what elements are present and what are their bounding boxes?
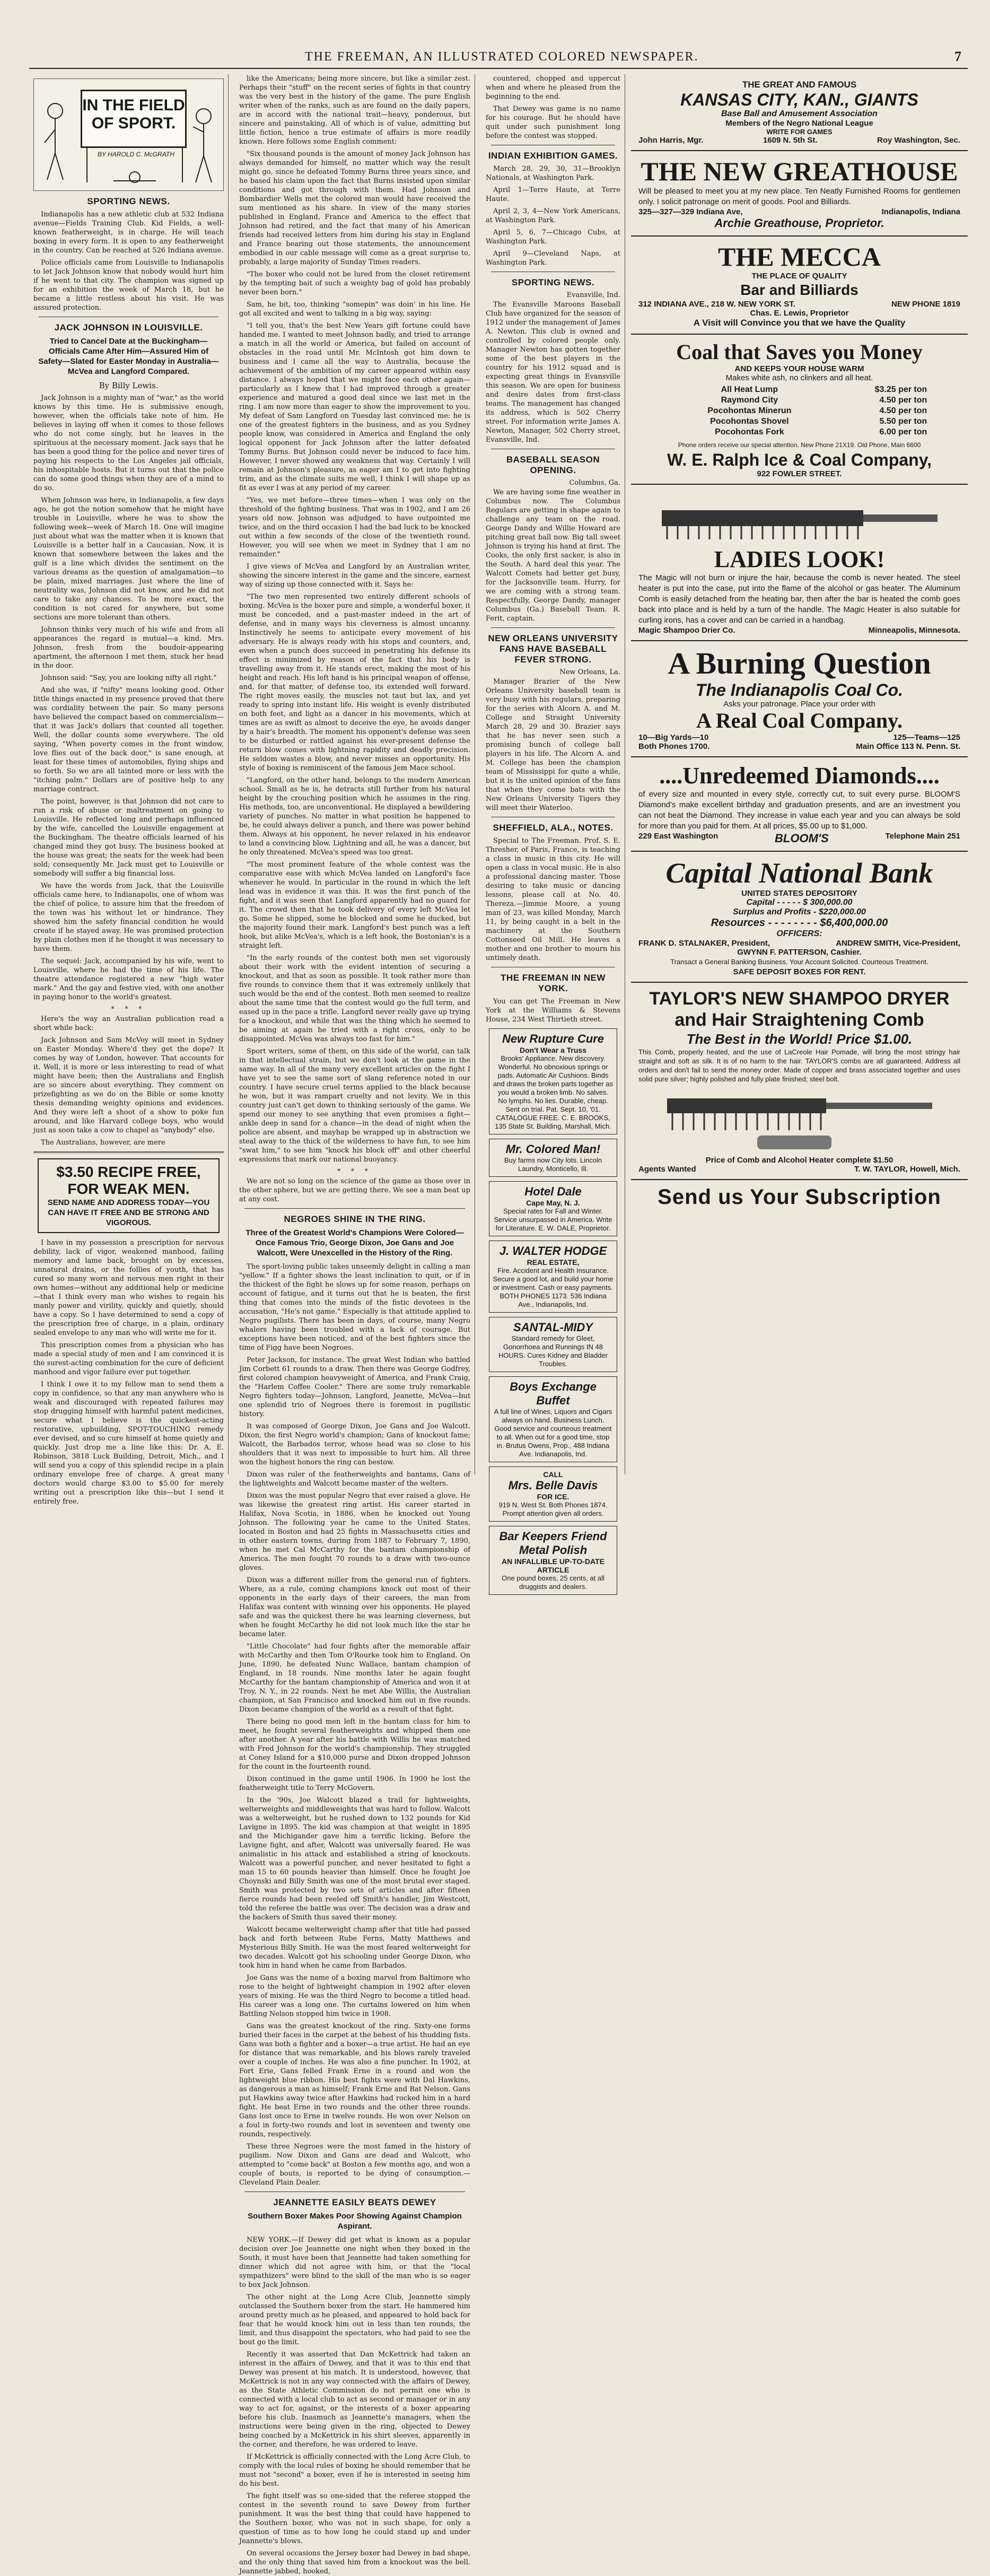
paragraph: I have in my possession a prescription for nervous debility, lack of vigor, weakened manhood, failing memory and lame back, brought on by excesses, unnatural drains, or the follies of youth, that has cured so many worn and nervous men right in their own homes—without any additional help or medicine—that I think every man who wishes to regain his manly power and virility, quickly and quietly, should have a copy. So I have determined to send a copy of the prescription free of charge, in a plain, ordinary sealed envelope to any man who will write me for it. (33, 1239, 224, 1337)
mecca-sub-2: Bar and Billiards (740, 282, 858, 298)
headline-negroes-shine: NEGROES SHINE IN THE RING. (284, 1214, 426, 1224)
paragraph: There being no good men left in the bantam class for him to meet, he fought several featherweights and whipped them one after another. A year after his battle with Willis he was matched with Fred Johnson for the world's championship. They struggled at Coney Island for a $10,000 purse and Dixon dropped Johnson for the count in the fourteenth round. (239, 1718, 470, 1771)
paragraph: We have the words from Jack, that the Louisville officials came here, to Indianapolis, one of whom was the chief of police, to assure him that the freedom of the town was his without let or hindrance. They showed him the safety financial condition he would create if he stayed away. He was promised protection by plain clothes men if he thought it was necessary to have them. (33, 882, 224, 953)
ad-coal-saves (631, 335, 968, 485)
table-row (671, 427, 928, 438)
ad-bk-headline: Bar Keepers Friend Metal Polish (499, 1530, 607, 1557)
mecca-tagline: A Visit will Convince you that we have the Quality (693, 318, 906, 328)
paragraph: "The most prominent feature of the whole contest was the comparative ease with which McVea landed on Langford's face whenever he would. In particular in the round in which the left lead was in evidence it was this. It was the first punch of the fight, and it was seen that Langford apparently had no guard for it. The crowd then that he took delivery of every left McVea let go. Some he slipped, some he blocked and some he ducked, but the majority found their mark. Langford's best punch was a left hook, but alike McVea's, which is a left hook, the Bostonian's is a straight left. (239, 861, 470, 950)
paragraph: "Yes, we met before—three times—when I was only on the threshold of the fighting business. That was in 1902, and I am 26 years old now. Johnson was adjudged to have outpointed me twice, and on the third occasion I had the bad luck to be knocked out within a few seconds of the close of the twentieth round. However, you will see when we meet in Sydney that I am no remainder." (239, 496, 470, 558)
burning-headline: A Burning Question (668, 646, 931, 680)
giants-contact-row (638, 136, 960, 145)
bloom-body: of every size and mounted in every style, correctly cut, to suit every purse. BLOOM'S Diamond's make excellent birthday and graduation presents, and are an investment you can not beat the Diamond. They increase in value each year and you can always be sold for more than you paid for them. At all prices, $5.00 up to $1,000. (638, 790, 960, 831)
rate-name: Raymond City (721, 396, 778, 405)
paragraph: The fight itself was so one-sided that the referee stopped the contest in the seventh round to save Dewey from further punishment. It was the best thing that could have happened to the Southern boxer, who was not in such shape, for only a question of time as to how long he could stand up and under Jeannette's blows. (239, 2492, 470, 2545)
ad-hotel-sub: Cape May, N. J. (526, 1199, 580, 1207)
paragraph: It was composed of George Dixon, Joe Gans and Joe Walcott. Dixon, the first Negro world's champion; Gans of knockout fame; Walcott, the Barbados terror, whose head was so close to his shoulders that it was next to impossible to hurt him. All three won the highest honors the ring can bestow. (239, 1422, 470, 1466)
taylor-agents: Agents Wanted (638, 1165, 696, 1174)
ad-hotel-body: Special rates for Fall and Winter. Service unsurpassed in America. Write for Literature. E. W. DALE, Proprietor. (494, 1207, 612, 1232)
ad-colored-body: Buy farms now City lots. Lincoln Laundry, Monticello, Ill. (504, 1156, 602, 1173)
bloom-address: 229 East Washington (638, 832, 719, 841)
magic-headline: LADIES LOOK! (714, 546, 885, 572)
paragraph: "I tell you, that's the best New Years gift fortune could have handed me. I wanted to meet Johnson badly, and tried to arrange a match in all the world or America, but failed on account of obstacles in the road until Mr. McIntosh got him down to business and I came all the way to Australia, because the achievement of the ambition of my career appeared within easy distance. I always hoped that we might face each other again—particularly as I knew that I had improved through a greater experience and matured a good deal since we last met in the ring. I am now more than eager to show the improvement to you. My defeat of Sam Langford on Tuesday last convinced me: he is one of the greatest fighters in the business, and as you Sydney people know, was considered in America and England the only logical opponent for Jack Johnson after the latter defeated Tommy Burns. But Johnson could never be induced to face him. However, I never showed any weakness that way. Certainly I will remain at Johnson's pleasure, as eager am I to get into fighting trim, and as the climate suits me well, I think I will shape up as fit as ever I was at any period of my career. (239, 322, 470, 492)
ad-santal-body: Standard remedy for Gleet, Gonorrhoea and Runnings IN 48 HOURS. Cures Kidney and Bladder Troubles. (498, 1334, 608, 1368)
burning-headline-2: A Real Coal Company. (696, 709, 903, 732)
paragraph: Johnson said: "Say, you are looking nifty all right." (41, 674, 217, 682)
ad-davis-body: 919 N. West St. Both Phones 1874. Prompt attention given all orders. (498, 1501, 608, 1517)
paragraph: like the Americans; being more sincere, but like a similar zest. Perhaps their "stuff" on the recent series of fights in that country was the very best in the history of the game. The pure English writer when of the ranks, such as are found on the daily papers, are in accord with the national trait—heavy, ponderous, but sincere and painstaking. All of which is of value, admitting but little fiction, hence a true estimate of affairs is more readily known. Here follows some English comment: (239, 75, 470, 146)
paragraph: We are having some fine weather in Columbus now. The Columbus Regulars are getting in shape again to challenge any team on the road. George Dandy and Willie Howard are pitching great ball now. Big tall sweet Johnson is trying his hand at first. The Cooks, the only first sacker, is also in the South. A hard deal this year. The Walcott Comets had better get busy, for the Jacksonville team. Hurry, for we are coming with a strong team. Respectfully, George Dandy, manager Columbus (Ga.) Baseball Team. R. Ferit, captain. (486, 488, 620, 623)
bank-officers-label: OFFICERS: (776, 929, 822, 938)
list-item: March 28, 29, 30, 31—Brooklyn Nationals, at Washington Park. (486, 165, 620, 182)
coal-rates-table (671, 385, 928, 438)
ad-davis-for-ice: FOR ICE. (537, 1492, 570, 1501)
ad-taylor-dryer (631, 983, 968, 1180)
greathouse-headline: THE NEW GREATHOUSE (641, 156, 958, 186)
section-stars: * * * (111, 1005, 146, 1012)
divider (491, 627, 615, 628)
coal-company: W. E. Ralph Ice & Coal Company, (667, 450, 932, 469)
giants-manager: John Harris, Mgr. (638, 136, 704, 145)
rate-name: Pocohontas Shovel (710, 417, 789, 426)
paragraph: Police officials came from Louisville to Indianapolis to let Jack Johnson know that nobody would hurt him if he went to that city. The champion was signed up for an exhibition the week of March 18, but he became a little restless about his visit. He was assured protection. (33, 259, 224, 312)
mecca-phone: NEW PHONE 1819 (891, 300, 960, 309)
coal-address: 922 FOWLER STREET. (757, 469, 842, 478)
headline-johnson-louisville: JACK JOHNSON IN LOUISVILLE. (54, 322, 203, 333)
paragraph: Gans was the greatest knockout of the ring. Sixty-one forms buried their faces in the carpet at the behest of his thudding fists. Gans was both a fighter and a boxer—a true artist. He had an eye for distance that was remarkable, and his blows rarely traveled over a couple of inches. He was also a fine puncher. In 1902, at Fort Erie, Gans felled Frank Erne in a round and won the lightweight blue ribbon. His best fights were with Dal Hawkins, as dangerous a man as himself; Frank Erne and Bat Nelson. Gans put Hawkins away twice after Hawkins had rocked him in a hard fight. He beat Erne in two rounds and the other three rounds. Gans lost once to Erne in twelve rounds. He won over Nelson on a foul in forty-two rounds and lost in seventeen and twenty one rounds, respectively. (239, 2022, 470, 2138)
magic-company: Magic Shampoo Drier Co. (638, 626, 735, 635)
ad-burning-question (631, 641, 968, 757)
bank-officers-row (638, 939, 960, 948)
deck-johnson: Tried to Cancel Date at the Buckingham—Officials Came After Him—Assured Him of Safety—Slated for Easter Monday in Australia—McVea and Langford Compared. (38, 337, 219, 376)
ad-recipe-sub: SEND NAME AND ADDRESS TODAY—YOU CAN HAVE IT FREE AND BE STRONG AND VIGOROUS. (47, 1198, 210, 1227)
paragraph: Indianapolis has a new athletic club at 532 Indiana avenue—Fields Training Club. Kid Fields, a well-known featherweight, is in charge. He will teach boxing in every form. It is open to any featherweight in the country. Can be reached at 526 Indiana avenue. (33, 211, 224, 255)
rate-price: 5.50 per ton (879, 417, 927, 426)
bank-body: Transact a General Banking Business. Your Account Solicited. Courteous Treatment. (670, 958, 928, 966)
masthead (29, 47, 968, 69)
ad-hodge (489, 1241, 617, 1313)
paragraph: Manager Brazier of the New Orleans University baseball team is very busy with his regulars, preparing for the series with Alcorn A. and M. College and Straight University March 28, 29 and 30. Brazier says that he has never seen such a promising bunch of college ball players in his life. The Alcorn A. and M. College has been the champion team of Mississippi for quite a while, but it is the united opinion of the fans that when they come bats with the New Orleans University Tigers they will meet their Waterloo. (486, 678, 620, 812)
headline-new-orleans: NEW ORLEANS UNIVERSITY FANS HAVE BASEBALL FEVER STRONG. (488, 633, 618, 665)
paragraph: Jack Johnson is a mighty man of "war," as the world knows by this time. He is submissive enough, however, when the officials take note of him. He believes in laying off when it comes to those fellows who do not come singly, but he leaves in the spirituous at the necessary moment. Jack says that he has been a good thing for the police and never tires of paying his respects to the Los Angeles jail officials, his inhospitable hosts. But it turns out that the police can do some good things when they are of a mind to do so. (33, 394, 224, 492)
ad-belle-davis (489, 1466, 617, 1522)
section-stars: * * * (337, 1167, 372, 1175)
ad-bk-body: One pound boxes, 25 cents, at all druggists and dealers. (502, 1574, 604, 1591)
magic-city: Minneapolis, Minnesota. (868, 626, 960, 635)
ad-hotel-dale (489, 1181, 617, 1236)
paragraph: The other night at the Long Acre Club, Jeannette simply outclassed the Southern boxer from the start. He hammered him around pretty much as he pleased, and appeared to hold back for fear that he would knock him out in less than ten rounds, the limit, and thus disappoint the spectators, who had paid to see the bout go the limit. (239, 2293, 470, 2346)
rate-price: $3.25 per ton (874, 385, 927, 394)
giants-line-2: KANSAS CITY, KAN., GIANTS (680, 90, 918, 109)
magic-body: The Magic will not burn or injure the hair, because the comb is never heated. The steel heater is put into the case, put into the flame of the alcohol or gas heater. The Aluminum Comb is easily detached from the heating bar, then after the bar is heated the comb goes back into place and is held by a turn of the handle. The Magic Heater is also suitable for curling irons, has a cover and can be carried in a handbag. (638, 573, 960, 625)
taylor-address: T. W. TAYLOR, Howell, Mich. (854, 1165, 960, 1174)
ad-bk-sub: AN INFALLIBLE UP-TO-DATE ARTICLE (502, 1557, 604, 1574)
byline: By Billy Lewis. (99, 381, 159, 390)
ad-bar-keepers (489, 1526, 617, 1595)
bank-surplus: Surplus and Profits - $220,000.00 (733, 907, 866, 916)
list-item: April 5, 6, 7—Chicago Cubs, at Washington Park. (486, 229, 620, 246)
subscribe-banner: Send us Your Subscription (658, 1185, 941, 1209)
divider (244, 1208, 465, 1209)
paragraph: These three Negroes were the most famed in the history of pugilism. Now Dixon and Gans are dead and Walcott, who attempted to "come back" at Boston a few months ago, and won a couple of bouts, is reported to be dying of consumption.—Cleveland Plain Dealer. (239, 2143, 470, 2187)
bank-headline: Capital National Bank (665, 857, 933, 889)
paragraph: Sport writers, some of them, on this side of the world, can talk in that intellectual strain, but we don't look at the game in the same way. In all of the many very excellent articles on the fight I have yet to see the same sort of slang reference noted in our country. I have secure cruel terms applied to the black because he won, but it was rampart cruelty and not levity. We in this country just can't get down to thinking seriously of the game. We spend our money to see anything that even promises a fight—ankle deep in sand for a chance—in the dead of night when the police are absent, and mayhap be wrapped up in abstraction we steal away to the thick of the wilderness to have fun, to see him "swat him," to see him "knock his block off" and other cheerful expressions that mark our national buoyancy. (239, 1047, 470, 1164)
cartoon-sign: IN THE FIELD OF SPORT. (81, 90, 187, 148)
burning-sub-2: Asks your patronage. Place your order with (723, 700, 875, 709)
list-item: April 1—Terre Haute, at Terre Haute. (486, 186, 620, 203)
paragraph: We are not so long on the science of the game as those over in the other sphere, but we are getting there. We see a man beat up at any cost. (239, 1177, 470, 1203)
ad-recipe-headline: $3.50 RECIPE FREE, FOR WEAK MEN. (56, 1164, 201, 1197)
column-2 (235, 74, 475, 2575)
paragraph: The sport-loving public takes unseemly delight in calling a man "yellow." If a fighter shows the least inclination to quit, or if in the thickest of the fight he slows up for some reason, perhaps on account of fatigue, and it turns out that he is beaten, the first thing that comes into the minds of the fistic devotees is the accusation, "He's not game." Especially is that attitude applied to Negro pugilists. There has been in days, of course, many Negro whalers having been troubled with a lack of courage. But exceptions have been noticed, and of the best fighters since the time of Figg have been Negroes. (239, 1263, 470, 1352)
paragraph: I give views of McVea and Langford by an Australian writer, showing the sincere interest in the game and the sincere, earnest way of sizing up those connected with it. Says he: (239, 563, 470, 589)
ad-santal-headline: SANTAL-MIDY (513, 1321, 593, 1334)
paragraph: Walcott became welterweight champ after that title had passed back and forth between Rube Ferns, Matty Matthews and Mysterious Billy Smith. He was the most feared welterweight for two decades. Walcott got his schooling under George Dixon, who took him in hand when he came from Barbados. (239, 1926, 470, 1970)
ad-rupture-sub: Don't Wear a Truss (520, 1046, 586, 1054)
divider (244, 2191, 465, 2192)
cartoon-credit: BY HAROLD C. McGRATH (98, 151, 174, 158)
taylor-body: This Comb, properly heated, and the use of LaCreole Hair Pomade, will bring the most stringy hair straight and soft as silk. It is of no harm to the hair. TAYLOR'S combs are all guaranteed. Address all orders and don't fail to send the money order. Made of copper and brass associated together and uses solid pure silver; highly polished and fully plate finished; steel bolt. (638, 1048, 960, 1083)
paragraph: When Johnson was here, in Indianapolis, a few days ago, he got the notion somehow that he might have trouble in Louisville, where he was to show the following week—week of March 18. One will imagine just about what was the matter when it is known that Louisville is a better half in a Caucasian. Now, it is known that somewhere between the lakes and the gulf is a line which divides the sentiment on the various dreams as the question of amalgamation—to be plain, mixed marriages. Just where the line of neutrality was, Johnson did not know, and he did not care to take any chances. To be more exact, the condition is not cared for anywhere, but some sections are more tolerant than others. (33, 496, 224, 622)
burning-phones: Both Phones 1700. (638, 742, 710, 751)
column-4-ads (631, 74, 968, 1474)
mecca-address-row (638, 300, 960, 309)
page-number: 7 (954, 49, 962, 64)
mecca-proprietor: Chas. E. Lewis, Proprietor (750, 309, 849, 318)
rate-price: 4.50 per ton (879, 406, 927, 415)
paragraph: That Dewey was game is no name for his courage. But he should have quit under such punishment long before the contest was stopped. (486, 105, 620, 140)
dateline: Columbus, Ga. (569, 479, 620, 487)
bank-president: FRANK D. STALNAKER, President, (638, 939, 770, 948)
paragraph: "Six thousand pounds is the amount of money Jack Johnson has always demanded for himself, no matter which way the result might go, since he defeated Tommy Burns three years since, and he based his claim upon the fact that Burns insisted upon similar conditions and got through with them. Had Johnson and Bombardier Wells met the colored man would have received the sum mentioned as his share. In view of the many stories published in England, France and America to the effect that Johnson had retired, and the fact that many of his American friends had received letters from him during his stay in England and France bearing out those statements, the announcement embodied in our cable message will come as a great surprise to, probably, a large majority of Sunday Times readers. (239, 150, 470, 266)
taylor-headline: TAYLOR'S NEW SHAMPOO DRYER and Hair Straightening Comb (649, 989, 950, 1030)
paragraph: "The two men represented two entirely different schools of boxing. McVea is the boxer pure and simple, a wonderful boxer, it must be conceded, and a past-master indeed in the art of defense, and in many ways his cleverness is almost uncanny. Instinctively he seems to anticipate every movement of his adversary. He is always ready with his stops and counters, and, even when a punch does succeed in penetrating his defense its effect is minimized by reason of the fact that his body is travelling away from it. He stands erect, making the most of his height and reach. His left hand is his principal weapon of offense, and, for that matter, of defense too, its extended well forward. The right moves easily, the muscles not taut but lax, and yet ready to spring into instant life. His weight is evenly distributed on both feet, and light as a dancer in his movements, which at times are as swift as almost to deceive the eye, he avoids danger by a hair's breadth. The moment his opponent's defense was seen to be disturbed or rattled against his ever-present defense the return blow comes with lightning rapidity and deadly precision. He seldom wastes a blow, and never misses an opportunity. His style of boxing is reminiscent of the famous Jem Mace school. (239, 593, 470, 772)
greathouse-proprietor: Archie Greathouse, Proprietor. (714, 216, 884, 230)
paragraph: Dixon continued in the game until 1906. In 1900 he lost the featherweight title to Terry McGovern. (239, 1775, 470, 1792)
rate-price: 6.00 per ton (879, 427, 927, 436)
list-item: April 2, 3, 4—New York Americans, at Washington Park. (486, 207, 620, 224)
paragraph: Dixon was a different miller from the general run of fighters. Where, as a rule, coming champions knock out most of their opponents in the early days of their careers, the man from Halifax was content with winning over his opponents. He played safe and was the quickest there he was learning cleverness, but when he fought McCarthy he did not look much like the star he became later. (239, 1576, 470, 1638)
newspaper-title: THE FREEMAN, AN ILLUSTRATED COLORED NEWSPAPER. (305, 50, 699, 64)
bloom-headline: ....Unredeemed Diamonds.... (659, 763, 940, 789)
paragraph: The point, however, is that Johnson did not care to run a risk of abuse or maltreatment on going to Louisville. He reflected long and perhaps influenced by the wife, cancelled the Louisville engagement at the Buckingham. The theatre officials learned of his changed mind they got busy. The business booked at the house was great; the seats for the week had been sold; consequently Mr. Jack must get to Louisville or somebody will suffer a big financial loss. (33, 798, 224, 878)
burning-teams: 125—Teams—125 (893, 733, 960, 742)
ad-hodge-headline: J. WALTER HODGE (499, 1244, 607, 1258)
headline-sporting-news: SPORTING NEWS. (87, 196, 170, 206)
headline-baseball-opening: BASEBALL SEASON OPENING. (506, 455, 600, 475)
divider (33, 1151, 224, 1153)
ad-rupture-body: Brooks' Appliance. New discovery. Wonderful. No obnoxious springs or pads. Automatic Air Cushions. Binds and draws the broken parts together as you would a broken limb. No salves. No lymphs. No lies. Durable, cheap. Sent on trial. Pat. Sept. 10, '01. CATALOGUE FREE. C. E. BROOKS, 135 State St. Building, Marshall, Mich. (493, 1054, 614, 1130)
giants-line-1: THE GREAT AND FAMOUS (742, 80, 857, 90)
column-3 (481, 74, 625, 1591)
ad-capital-bank (631, 852, 968, 983)
comb-illustration (651, 494, 948, 542)
rate-name: All Heat Lump (721, 385, 778, 394)
paragraph: And she was, if "nifty" means looking good. Other little things enacted in my presence proved that there was cordiality between the pair. So many persons have believed the compact based on commercialism—that it was Jack's dollars that counted all together. Well, the dollar counts some everywhere. The old saying, "When poverty comes in the front window, love flies out of the back door," is sane enough, at least for these times of automobiles, flying ships and so forth. So we are all tainted more or less with the "itching palm." Dollars are of positive help to any marriage contract. (33, 686, 224, 793)
bloom-phone: Telephone Main 251 (885, 832, 960, 841)
rate-price: 4.50 per ton (879, 396, 927, 405)
headline-sporting-news-2: SPORTING NEWS. (511, 277, 595, 287)
greathouse-address-row (638, 207, 960, 216)
ad-boys-headline: Boys Exchange Buffet (510, 1380, 597, 1407)
paragraph: The Evansville Maroons Baseball Club have organized for the season of 1912 under the management of James A. Newton. This club is owned and controlled by colored people only. Manager Newton has gotten together some of the best players in the country for his 1912 squad and is expecting great things in Evansville this season. We are open for business and desire dates from first-class teams. The management has changed its address, which is 502 Cherry street. For information write James A. Newton, Manager, 502 Cherry street, Evansville, Ind. (486, 301, 620, 444)
greathouse-address: 325—327—329 Indiana Ave, (638, 207, 743, 216)
taylor-footer-row (638, 1165, 960, 1174)
ad-santal-midy (489, 1317, 617, 1372)
paragraph: Recently it was asserted that Dan McKettrick had taken an interest in the affairs of Dewey, and that it was to this end that Dewey was present at his match. It is understood, however, that McKettrick is not in any way connected with the affairs of Dewey, as the State Athletic Commission do not permit one who is connected with a local club to act as second or manager or in any way to act for, against, or the interests of a boxer appearing before his club. Inasmuch as Jeannette's managers, when the instructions were being given in the ring, objected to Dewey being coached by a McKettrick in his shirt sleeves, apparently in the corner, and therefore, he was ordered to leave. (239, 2351, 470, 2449)
magic-footer-row (638, 626, 960, 635)
greathouse-city: Indianapolis, Indiana (881, 207, 960, 216)
ad-boys-exchange (489, 1376, 617, 1462)
ad-greathouse (631, 151, 968, 237)
paragraph: countered, chopped and uppercut when and where he pleased from the beginning to the end. (486, 75, 620, 101)
burning-sub: The Indianapolis Coal Co. (695, 680, 904, 700)
paragraph: This prescription comes from a physician who has made a special study of men and I am convinced it is the surest-acting combination for the cure of deficient manhood and vigor failure ever put together. (33, 1341, 224, 1376)
bank-resources: Resources - - - - - - - - $6,400,000.00 (711, 917, 888, 929)
paragraph: On several occasions the Jersey boxer had Dewey in bad shape, and the only thing that saved him from a knockout was the bell. Jeannette jabbed, hooked, (239, 2549, 470, 2575)
paragraph: "The boxer who could not be lured from the closet retirement by the tempting bait of such a weighty bag of gold has probably never been born." (239, 270, 470, 296)
column-1 (29, 74, 229, 1506)
bloom-footer-row (638, 832, 960, 845)
dateline: New Orleans, La. (559, 668, 620, 676)
ad-blooms-diamonds (631, 757, 968, 852)
ad-hotel-headline: Hotel Dale (524, 1185, 582, 1198)
taylor-comb-illustration (651, 1088, 948, 1151)
ad-rupture (489, 1028, 617, 1134)
giants-line-5: WRITE FOR GAMES (766, 128, 833, 136)
paragraph: I think I owe it to my fellow man to send them a copy in confidence, so that any man anywhere who is weak and discouraged with repeated failures may stop drugging himself with harmful patent medicines, secure what I believe is the quickest-acting restorative, upbuilding, SPOT-TOUCHING remedy ever devised, and so cure himself at home quietly and quickly. Just drop me a line like this: Dr. A. E. Robinson, 3818 Luck Building, Detroit, Mich., and I will send you a copy of this splendid recipe in a plain ordinary envelope free of charge. A great many doctors would charge $3.00 to $5.00 for merely writing out a prescription like this—but I send it entirely free. (33, 1381, 224, 1506)
paragraph: "Little Chocolate" had four fights after the memorable affair with McCarthy and then Tom O'Rourke took him to England. On June, 1890, he defeated Nunc Wallace, bantam champion of England, in 18 rounds. Nine months later he again fought McCarthy for the bantam championship of America and won it at Troy, N. Y., in 22 rounds. Next he met Abe Willis, the Australian champion, at San Francisco and knocked him out in five rounds. Dixon became champion of the world as a result of that fight. (239, 1643, 470, 1714)
paragraph: If McKettrick is officially connected with the Long Acre Club, to comply with the local rules of boxing he should remember that he must not "second" a boxer, even if he is interested in seeing him do his best. (239, 2453, 470, 2488)
paragraph: Sam, he bit, too, thinking "somepin" was doin' in his line. He got all excited and went to talking in a big way, saying: (239, 301, 470, 318)
ad-magic-shampoo (631, 485, 968, 641)
coal-note: Phone orders receive our special attention. New Phone 21X19. Old Phone, Main 6600 (678, 441, 921, 449)
bank-cashier: GWYNN F. PATTERSON, Cashier. (737, 948, 862, 957)
headline-jeannette: JEANNETTE EASILY BEATS DEWEY (273, 2197, 436, 2207)
rate-name: Pocohontas Fork (715, 427, 784, 436)
bank-vice-president: ANDREW SMITH, Vice-President, (836, 939, 960, 948)
coal-sub: AND KEEPS YOUR HOUSE WARM (734, 364, 864, 373)
paragraph: You can get The Freeman in New York at the Williams & Stevens House, 234 West Thirtieth street. (486, 998, 620, 1024)
paragraph: NEW YORK.—If Dewey did get what is known as a popular decision over Joe Jeannette one night when they boxed in the South, it must have been that Jeannette had taken something for dinner which did not agree with him, or that the "local sympathizers" were blind to the skill of the man who is so eager to box Jack Johnson. (239, 2236, 470, 2289)
bank-safe-deposit: SAFE DEPOSIT BOXES FOR RENT. (733, 967, 866, 976)
taylor-sub: The Best in the World! Price $1.00. (686, 1031, 913, 1047)
headline-freeman-ny: THE FREEMAN IN NEW YORK. (501, 973, 606, 993)
ad-kc-giants (631, 74, 968, 151)
paragraph: "In the early rounds of the contest both men set vigorously about their work with the evident intention of securing a knockout, and that as soon as possible. It took rather more than five rounds to convince them that it was extremely unlikely that such would be the end of the contest. Both men seemed to realize about the same time that the contest would go the full term, and eased up in the pace a trifle. Langford never really gave up trying for a knockout, and while that was the thing which he seemed to be aiming at again he tried with a right cross, only to be disappointed. McVea was always too fast for him." (239, 954, 470, 1043)
ad-rupture-headline: New Rupture Cure (502, 1032, 604, 1045)
mecca-address: 312 INDIANA AVE., 218 W. NEW YORK ST. (638, 300, 795, 309)
ad-colored-headline: Mr. Colored Man! (505, 1142, 601, 1156)
paragraph: Here's the way an Australian publication read a short while back: (33, 1015, 224, 1032)
giants-secretary: Roy Washington, Sec. (877, 136, 960, 145)
paragraph: Jack Johnson and Sam McVey will meet in Sydney on Easter Monday. Where'd they get the dope? It comes by way of London, however. That accounts for it. Well, it is more or less interesting to read of what might have been; then the Australians and English are so sincere about everything. They comment on prizefighting as we do on the Bible or some knotty thesis demanding weighty opinions and evidences. And they were left a shoot of a show to poke fun around, and like Harvard college boys, who would just as soon take a cow to chapel as "anybody" else. (33, 1036, 224, 1134)
paragraph: Special to The Freeman. Prof. S. E. Thresher, of Paris, France, is teaching a class in music in this city. He will open a class in vocal music. He is also a professional dancing master. Those desiring to take music or dancing lessons, please call at No. 40. Thereza.—Jimmie Moore, a young man of 23, was killed Monday, March 11, by being caught in a belt in the machinery at the Southern Cottonseed Oil Mill. He leaves a mother and one brother to mourn his untimely death. (486, 837, 620, 962)
deck-jeannette: Southern Boxer Makes Poor Showing Against Champion Aspirant. (248, 2212, 462, 2231)
paragraph: Dixon was ruler of the featherweights and bantams, Gans of the lightweights and Walcott became master of the welters. (239, 1471, 470, 1488)
burning-contact-row (638, 742, 960, 751)
deck-negroes: Three of the Greatest World's Champions Were Colored—Once Famous Trio, George Dixon, Joe Gans and Joe Walcott, Were Unexcelled in the History of the Ring. (246, 1228, 464, 1258)
paragraph: Joe Gans was the name of a boxing marvel from Baltimore who rose to the height of lightweight champion in 1902 after eleven years of mixing. He was the third Negro to become a titled head. His career was a long one. The curtains lowered on him when Battling Nelson stopped him twice in 1908. (239, 1974, 470, 2018)
paragraph: Dixon was the most popular Negro that ever raised a glove. He was likewise the greatest ring artist. His career started in Halifax, Nova Scotia, in 1886, when he knocked out Young Johnson. The following year he came to the United States, located in Boston and had 25 fights in Massachusetts cities and in other eastern towns, during from 1887 to February 7, 1890, when he met Cal McCarthy for the bantam championship of America. The men fought 70 rounds to a draw with two-ounce gloves. (239, 1492, 470, 1572)
ad-colored-man (489, 1139, 617, 1177)
dateline: Evansville, Ind. (566, 291, 620, 299)
ad-recipe (38, 1158, 220, 1233)
paragraph: Peter Jackson, for instance. The great West Indian who battled Jim Corbett 61 rounds to a draw. Then there was George Godfrey, first colored champion heavyweight of America, and Frank Craig, the "Harlem Coffee Cooler." There are some truly remarkable Negro fighters today—Johnson, Langford, Jeanette, McVea—but one splendid trio of Negroes there is foremost in pugilistic history. (239, 1356, 470, 1418)
burning-office: Main Office 113 N. Penn. St. (856, 742, 960, 751)
table-row (671, 416, 928, 427)
paragraph: Johnson thinks very much of his wife and from all appearances the regard is mutual—a kind. Mrs. Johnson, fresh from the boudoir-appearing apartment, the afternoon I met them, stuck her head in the door. (33, 626, 224, 670)
giants-address: 1609 N. 5th St. (763, 136, 818, 145)
coal-sub-2: Makes white ash, no clinkers and all heat. (725, 373, 873, 382)
paragraph: In the '90s, Joe Walcott blazed a trail for lightweights, welterweights and middleweights that was hard to follow. Walcott was a welterweight, but he rushed down to 132 pounds for Kid Lavigne in 1895. The kid was champion at that weight in 1895 and the Michigander gave him a terrific licking. Before the Lavigne fight, and after, Walcott was universally feared. He was animalistic in his attack and established a string of knockouts. Walcott was a powerful puncher, and never hesitated to fight a man 15 to 60 pounds heavier than himself. Once he fought Joe Choynski and Billy Smith was one of the most brutal ever staged. Smith was protected by two sets of articles and after fifteen fierce rounds had been reeled off Smith's handler, Jim Westcott, told the referee the battle was over. The decision was a draw and the backers of Smith thus saved their money. (239, 1796, 470, 1922)
greathouse-body: Will be pleased to meet you at my new place. Ten Neatly Furnished Rooms for gentlemen only. I solicit patronage on merit of goods. Pool and Billiards. (638, 187, 960, 206)
ad-davis-call: CALL (543, 1470, 563, 1479)
burning-stats-row (638, 733, 960, 742)
bank-sub: UNITED STATES DEPOSITORY (741, 889, 857, 898)
headline-sheffield: SHEFFIELD, ALA., NOTES. (493, 823, 614, 833)
mecca-headline: THE MECCA (718, 242, 881, 272)
giants-line-4: Members of the Negro National League (725, 119, 873, 128)
ad-hodge-sub: REAL ESTATE, (527, 1258, 580, 1267)
taylor-price: Price of Comb and Alcohol Heater complete $1.50 (705, 1156, 893, 1165)
table-row (671, 406, 928, 416)
sport-cartoon (33, 78, 224, 191)
ad-boys-body: A full line of Wines, Liquors and Cigars always on hand. Business Lunch. Good service and courteous treatment to all. When out for a good time, stop in. Brutus Owens, Prop., 488 Indiana Ave. Indianapolis, Ind. (494, 1408, 612, 1458)
ad-hodge-body: Fire. Accident and Health Insurance. Secure a good lot, and build your home or investment. Cash or easy payments. BOTH PHONES 1173. 536 Indiana Ave., Indianapolis, Ind. (493, 1267, 614, 1308)
headline-indian-games: INDIAN EXHIBITION GAMES. (488, 151, 618, 161)
bloom-name: BLOOM'S (775, 832, 829, 845)
table-row (671, 395, 928, 406)
list-item: April 9—Cleveland Naps, at Washington Park. (486, 250, 620, 267)
paragraph: The sequel: Jack, accompanied by his wife, went to Louisville, where he had the time of his life. The theatre attendance registered a new "high water mark." And the gay and festive vied, with one another in paying honor to the world's greatest. (33, 957, 224, 1001)
paragraph: The Australians, however, are mere (41, 1139, 165, 1147)
bank-capital: Capital - - - - - $ 300,000.00 (746, 898, 853, 907)
paragraph: "Langford, on the other hand, belongs to the modern American school. Small as he is, he detracts still further from his natural height by the crouching position which he assumes in the ring. His methods, too, are unconventional. He displayed a bewildering variety of punches. No matter in what position he happened to be, he could always deliver a punch, and there was power behind them. Always at his opponent, he never relaxed in his endeavor to land a convincing blow. Lightning and all, he was a dancer, but he only threatened. McVea's speed was too great. (239, 776, 470, 857)
coal-headline: Coal that Saves you Money (676, 340, 923, 364)
rate-name: Pocohontas Minerun (707, 406, 792, 415)
ad-davis-headline: Mrs. Belle Davis (508, 1479, 598, 1492)
table-row (671, 385, 928, 395)
burning-yards: 10—Big Yards—10 (638, 733, 709, 742)
ad-mecca (631, 237, 968, 335)
mecca-sub: THE PLACE OF QUALITY (751, 272, 847, 281)
giants-line-3: Base Ball and Amusement Association (721, 109, 878, 118)
